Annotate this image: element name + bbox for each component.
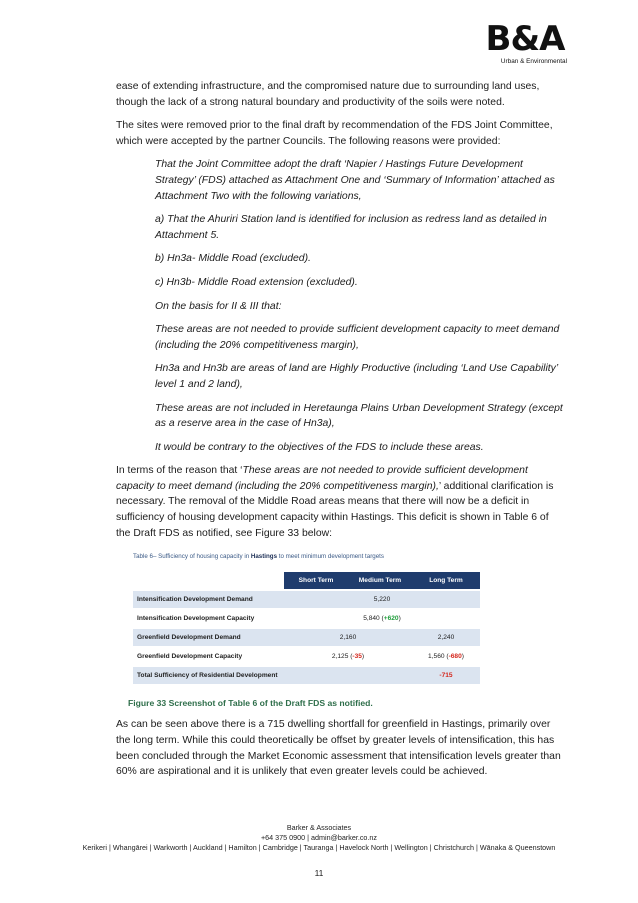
text-run: In terms of the reason that ‘ xyxy=(116,465,243,477)
value-text: ) xyxy=(398,614,401,622)
footer-offices: Kerikeri | Whangārei | Warkworth | Auckland | Hamilton | Cambridge | Tauranga | Havelock North | Wellington | Christchurch | Wānaka & Queenstown xyxy=(82,843,556,852)
paragraph: The sites were removed prior to the final draft by recommendation of the FDS Joint Committee, which were accepted by the partner Councils. The following reasons were provided: xyxy=(116,120,553,147)
text-run: to meet minimum development targets xyxy=(277,553,384,561)
value-text: 5,840 ( xyxy=(363,614,384,622)
table-row xyxy=(133,591,480,608)
row-label: Intensification Development Demand xyxy=(133,591,284,608)
paragraph xyxy=(116,463,563,541)
header-short-term: Short Term xyxy=(284,572,348,589)
negative-delta: -680 xyxy=(448,652,462,660)
page-body xyxy=(116,79,563,788)
logo-subtitle: Urban & Environmental xyxy=(500,58,567,65)
table-row xyxy=(133,667,480,684)
text-run-bold: Hastings xyxy=(250,553,278,561)
block-quote xyxy=(155,157,563,455)
row-value: 2,160 xyxy=(284,629,412,646)
row-value xyxy=(284,648,412,665)
table-caption xyxy=(133,549,483,565)
value-text: ) xyxy=(461,652,464,660)
row-value xyxy=(284,610,480,627)
company-logo xyxy=(483,19,567,65)
value-text: 1,560 ( xyxy=(428,652,449,660)
table-header-row xyxy=(133,572,480,589)
text-run: ’ additional clarification is necessary. The removal of the Middle Road areas means that there will now be a deficit in sufficiency of housing development capacity within Hastings. This deficit is shown in Table 6 of the Draft FDS as notified, see Figure 33 below: xyxy=(116,480,554,539)
value-text: ) xyxy=(361,652,365,660)
footer-company: Barker & Associates xyxy=(286,823,352,832)
negative-delta: -35 xyxy=(352,652,362,660)
row-label: Intensification Development Capacity xyxy=(137,614,255,622)
quote-paragraph: These areas are not included in Heretaunga Plains Urban Development Strategy (except as a reserve area in the case of Hn3a), xyxy=(155,402,563,430)
quote-paragraph: Hn3a and Hn3b are areas of land are Highly Productive (including ‘Land Use Capability’ level 1 and 2 land), xyxy=(155,363,558,390)
footer-contact: +64 375 0900 | admin@barker.co.nz xyxy=(260,833,378,842)
value-text: 2,125 ( xyxy=(331,652,353,660)
row-label: Total Sufficiency of Residential Development xyxy=(133,667,412,684)
quote-paragraph: That the Joint Committee adopt the draft ‘Napier / Hastings Future Development Strategy’ (FDS) attached as Attachment One and ‘Summary of Information’ attached as Attachment Two with the following variations, xyxy=(155,159,555,202)
paragraph: ease of extending infrastructure, and the compromised nature due to surrounding land uses, though the lack of a strong natural boundary and productivity of the soils were noted. xyxy=(116,81,540,108)
text-run: Table 6– Sufficiency of housing capacity in xyxy=(133,553,251,561)
row-value: -715 xyxy=(412,667,480,684)
paragraph: As can be seen above there is a 715 dwelling shortfall for greenfield in Hastings, primarily over the long term. While this could theoretically be offset by greater levels of intensification, this has been concluded through the Market Economic assessment that intensification levels greater than 60% are aspirational and it is unlikely that even greater levels could be achieved. xyxy=(116,719,561,778)
quote-paragraph: a) That the Ahuriri Station land is identified for inclusion as redress land as detailed in Attachment 5. xyxy=(155,214,547,241)
table-row xyxy=(133,648,480,665)
quote-paragraph: On the basis for II & III that: xyxy=(155,300,282,312)
row-value: 2,240 xyxy=(412,629,480,646)
table-row xyxy=(133,610,480,627)
positive-delta: +620 xyxy=(383,614,399,622)
sufficiency-table xyxy=(133,570,480,686)
quote-paragraph: c) Hn3b- Middle Road extension (excluded). xyxy=(155,276,358,288)
header-medium-term: Medium Term xyxy=(348,572,412,589)
row-label: Greenfield Development Capacity xyxy=(137,652,243,660)
quote-paragraph: These areas are not needed to provide sufficient development capacity to meet demand (including the 20% competitiveness margin), xyxy=(155,324,560,351)
row-label: Greenfield Development Demand xyxy=(133,629,284,646)
logo-mark: B&A xyxy=(485,19,565,59)
quote-paragraph: b) Hn3a- Middle Road (excluded). xyxy=(155,253,311,265)
italic-quote-run: These areas are not needed to provide sufficient development capacity to meet demand (including the 20% competitiveness margin), xyxy=(116,465,528,492)
figure-table-6 xyxy=(133,549,483,686)
quote-paragraph: It would be contrary to the objectives of the FDS to include these areas. xyxy=(155,441,484,453)
figure-caption: Figure 33 Screenshot of Table 6 of the Draft FDS as notified. xyxy=(128,697,373,708)
row-value xyxy=(412,648,480,665)
table-row xyxy=(133,629,480,646)
header-blank xyxy=(133,572,284,589)
header-long-term: Long Term xyxy=(412,572,480,589)
row-value: 5,220 xyxy=(284,591,480,608)
page-number: 11 xyxy=(314,868,324,878)
